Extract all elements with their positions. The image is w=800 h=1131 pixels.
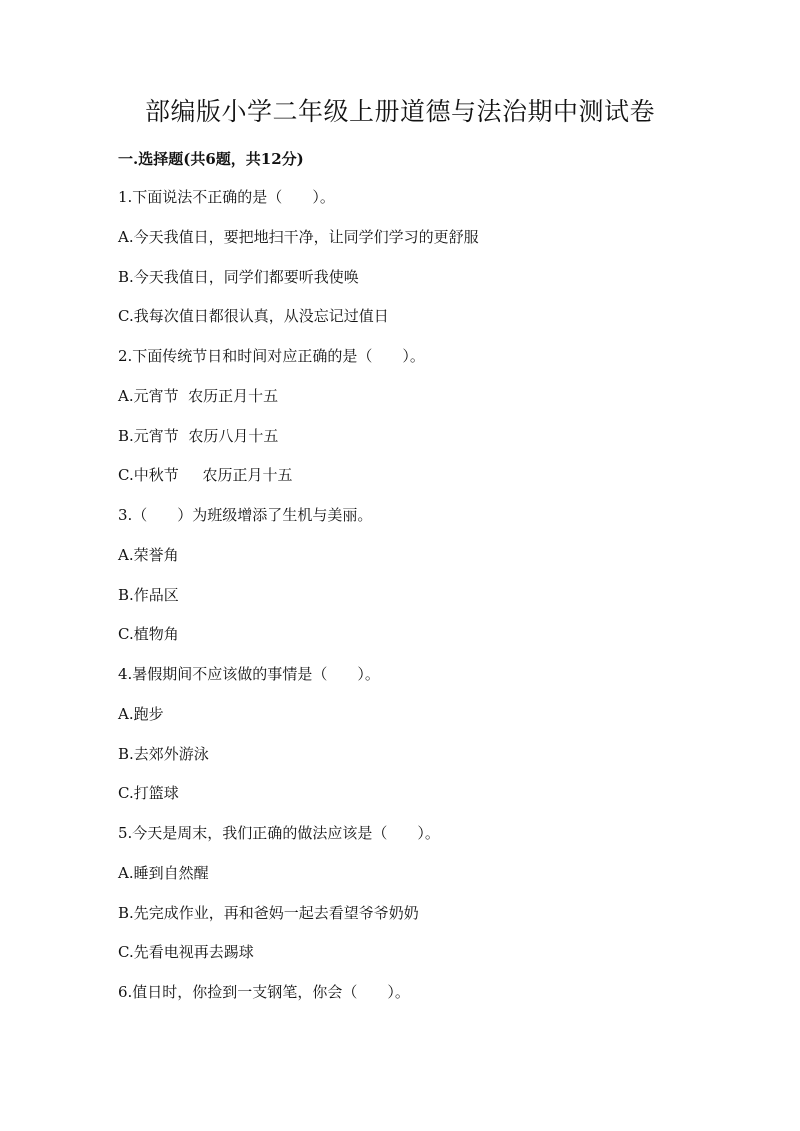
option-line: A.跑步: [118, 704, 164, 723]
option-line: B.去郊外游泳: [118, 744, 209, 763]
option-line: C.植物角: [118, 625, 179, 644]
option-line: A.今天我值日，要把地扫干净，让同学们学习的更舒服: [118, 227, 479, 246]
question-line: 6.值日时，你捡到一支钢笔，你会（ ）。: [118, 983, 410, 1001]
question-line: 4.暑假期间不应该做的事情是（ ）。: [118, 665, 380, 683]
page-title: 部编版小学二年级上册道德与法治期中测试卷: [144, 97, 655, 126]
option-line: C.打篮球: [118, 784, 179, 803]
option-line: A.荣誉角: [118, 545, 179, 564]
option-line: B.元宵节 农历八月十五: [118, 426, 279, 445]
option-line: B.今天我值日，同学们都要听我使唤: [118, 267, 359, 286]
option-line: C.我每次值日都很认真，从没忘记过值日: [118, 307, 389, 326]
option-line: C.先看电视再去踢球: [118, 943, 254, 962]
option-line: A.元宵节 农历正月十五: [118, 386, 279, 405]
option-line: A.睡到自然醒: [118, 863, 209, 882]
question-line: 1.下面说法不正确的是（ ）。: [118, 188, 335, 206]
question-line: 3.（ ）为班级增添了生机与美丽。: [118, 506, 373, 524]
option-line: C.中秋节 农历正月十五: [118, 466, 293, 485]
question-line: 2.下面传统节日和时间对应正确的是（ ）。: [118, 347, 425, 365]
question-list: [118, 186, 718, 1021]
option-line: B.作品区: [118, 585, 179, 604]
option-line: B.先完成作业，再和爸妈一起去看望爷爷奶奶: [118, 903, 419, 922]
section-heading: 一.选择题(共6题，共12分): [118, 150, 304, 168]
question-line: 5.今天是周末，我们正确的做法应该是（ ）。: [118, 824, 440, 842]
